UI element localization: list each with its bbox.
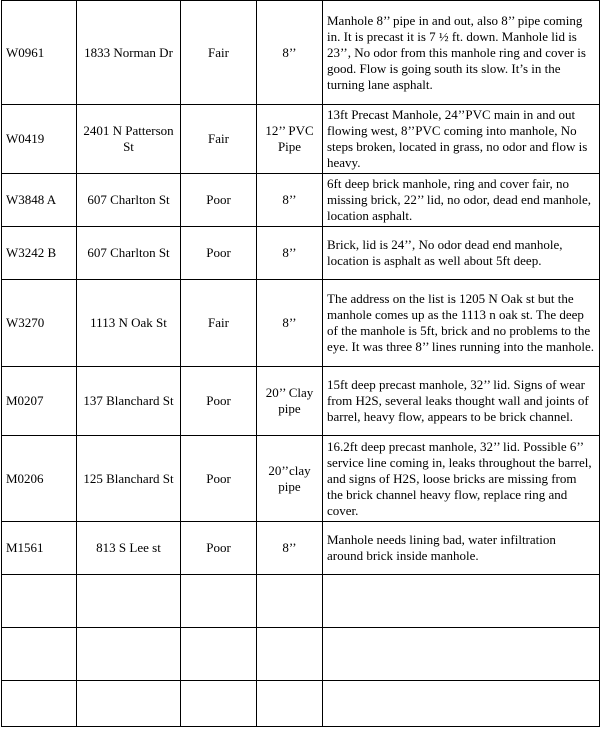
address-cell [77, 575, 181, 628]
condition-cell: Fair [181, 105, 257, 174]
address-cell: 125 Blanchard St [77, 436, 181, 522]
pipe-size-cell [257, 628, 323, 681]
condition-cell: Poor [181, 227, 257, 280]
address-cell: 607 Charlton St [77, 227, 181, 280]
notes-cell: 13ft Precast Manhole, 24’’PVC main in and out flowing west, 8’’PVC coming into manhole, No steps broken, located in grass, no odor and flow is heavy. [323, 105, 600, 174]
notes-cell [323, 681, 600, 727]
table-row [2, 105, 600, 174]
table-row [2, 367, 600, 436]
condition-cell: Poor [181, 436, 257, 522]
address-cell [77, 681, 181, 727]
manhole-id-cell: M0207 [2, 367, 77, 436]
condition-cell [181, 628, 257, 681]
manhole-id-cell: W3242 B [2, 227, 77, 280]
pipe-size-cell: 8’’ [257, 227, 323, 280]
notes-cell: Manhole 8’’ pipe in and out, also 8’’ pipe coming in. It is precast it is 7 ½ ft. down. Manhole lid is 23’’, No odor from this manhole ring and cover is good. Flow is going south its slow. It’s in the turning lane asphalt. [323, 1, 600, 105]
manhole-id-cell: W3270 [2, 280, 77, 367]
pipe-size-cell: 8’’ [257, 174, 323, 227]
manhole-id-cell: M1561 [2, 522, 77, 575]
table-row [2, 681, 600, 727]
notes-cell: Manhole needs lining bad, water infiltration around brick inside manhole. [323, 522, 600, 575]
address-cell: 137 Blanchard St [77, 367, 181, 436]
table-row [2, 575, 600, 628]
table-row [2, 1, 600, 105]
manhole-id-cell: W0419 [2, 105, 77, 174]
address-cell: 2401 N Patterson St [77, 105, 181, 174]
condition-cell [181, 681, 257, 727]
manhole-id-cell [2, 575, 77, 628]
notes-cell: The address on the list is 1205 N Oak st but the manhole comes up as the 1113 n oak st. The deep of the manhole is 5ft, brick and no problems to the eye. It was three 8’’ lines running into the manhole. [323, 280, 600, 367]
address-cell: 607 Charlton St [77, 174, 181, 227]
condition-cell: Fair [181, 1, 257, 105]
table-row [2, 436, 600, 522]
address-cell [77, 628, 181, 681]
pipe-size-cell: 8’’ [257, 522, 323, 575]
pipe-size-cell: 8’’ [257, 1, 323, 105]
manhole-id-cell: W0961 [2, 1, 77, 105]
manhole-id-cell: M0206 [2, 436, 77, 522]
notes-cell: 16.2ft deep precast manhole, 32’’ lid. Possible 6’’ service line coming in, leaks throughout the barrel, and signs of H2S, loose bricks are missing from the brick channel heavy flow, replace ring and cover. [323, 436, 600, 522]
table-row [2, 522, 600, 575]
notes-cell [323, 575, 600, 628]
condition-cell: Poor [181, 522, 257, 575]
address-cell: 1113 N Oak St [77, 280, 181, 367]
notes-cell: 6ft deep brick manhole, ring and cover fair, no missing brick, 22’’ lid, no odor, dead end manhole, location asphalt. [323, 174, 600, 227]
notes-cell [323, 628, 600, 681]
condition-cell: Poor [181, 174, 257, 227]
table-row [2, 227, 600, 280]
table-row [2, 174, 600, 227]
notes-cell: 15ft deep precast manhole, 32’’ lid. Signs of wear from H2S, several leaks thought wall and joints of barrel, heavy flow, appears to be brick channel. [323, 367, 600, 436]
manhole-id-cell: W3848 A [2, 174, 77, 227]
pipe-size-cell: 12’’ PVC Pipe [257, 105, 323, 174]
notes-cell: Brick, lid is 24’’, No odor dead end manhole, location is asphalt as well about 5ft deep. [323, 227, 600, 280]
pipe-size-cell: 20’’clay pipe [257, 436, 323, 522]
pipe-size-cell [257, 681, 323, 727]
condition-cell [181, 575, 257, 628]
pipe-size-cell [257, 575, 323, 628]
table-row [2, 280, 600, 367]
condition-cell: Fair [181, 280, 257, 367]
pipe-size-cell: 20’’ Clay pipe [257, 367, 323, 436]
address-cell: 813 S Lee st [77, 522, 181, 575]
manhole-inspection-table [1, 0, 600, 727]
pipe-size-cell: 8’’ [257, 280, 323, 367]
address-cell: 1833 Norman Dr [77, 1, 181, 105]
manhole-id-cell [2, 628, 77, 681]
condition-cell: Poor [181, 367, 257, 436]
table-row [2, 628, 600, 681]
manhole-id-cell [2, 681, 77, 727]
